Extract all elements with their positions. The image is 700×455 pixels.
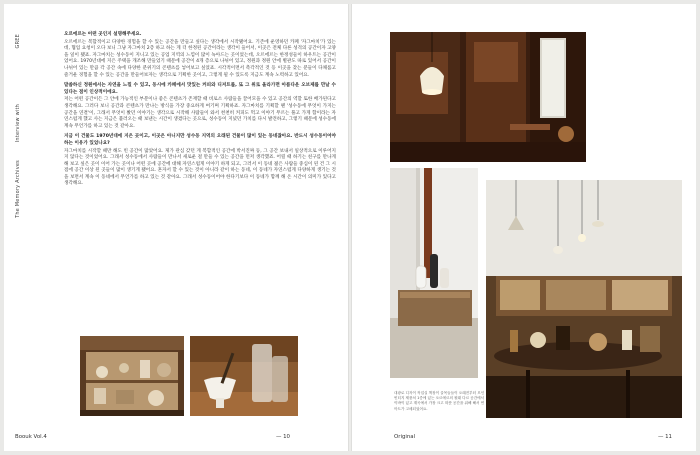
- photo-pendant-lamp-room: [390, 32, 586, 162]
- photo-vintage-shop: [486, 180, 682, 418]
- photo-glass-cabinet: [80, 336, 184, 416]
- folio-left: Boouk Vol.4: [15, 434, 47, 440]
- photo-caption: 대광로 디자이 작업실 책장이 골목들들이 오래전부터 모인 빈티지 제품처 1층에 있는 오르에르의 원래 다르 공간에서 이바이 있고 계곡에서 가장 크고 따뜻 공간을 위해 해서 연 아트가 고메되었어요.: [394, 391, 485, 411]
- vertical-label-title: The Memory Archives: [15, 160, 21, 218]
- answer-1: 오르에르는 복합적이고 다양한 경험을 할 수 있는 공간을 만들고 싶다는 생각에서 시작됐어요. 기존에 운영하던 카페 '자그마치'가 있는데, 협업 요청이 오다 보니 그냥 자그마치 2층 하고 하는 게 더 한정된 공간이라는 생각이 들어서, 이곳은 전체 다른 성격의 공간이자 고양을 일이 됐죠. 자그마치는 성수동이 지니고 있는 공업 지역의 느낌이 많이 녹아드는 곳이었는데, 오르에르는 한정성들이 하우트는 공간이었어요. 1970년대에 지은 주택을 개조해 만들었기 때문에 공간이 4개 층으로 나뉘어 있고, 정원과 정원 안에 별관도 따로 있어서 공간이 나뉘어 있는 만큼 각 공간 속에 다양한 분위기의 콘텐츠를 넣어보고 싶었죠. 시각적이면서 촉각적인 것 등 이곳을 찾는 분들이 다채롭고 즐거운 경험을 할 수 있는 공간을 만들어보자는 생각으로 기획한 곳이고, 그렇게 될 수 있도록 지금도 계속 노력하고 있어요.: [64, 39, 336, 78]
- answer-2: 저는 어떤 공간이든 그 안에 가능적인 부분이나 좋은 콘텐츠가 존재할 때 비로소 사람들을 끌어모을 수 있고 공간의 역할 또한 배가된다고 생각해요. 그러다 보니 공간과 콘텐츠가 만나는 방식을 가장 중요하게 여기며 기획하죠. 자그마치를 기획할 땐 '성수동에 무엇이 가지는 공간을 연결'이, 그래서 무엇이 봤던 이야기는 생각으로 시작해 사람들이 와서 천천히 커피도 먹고 이야기 무르는 풀고 가게 함이라는 자연스럽게 했고 사는 지금은 불러오는 때 보낸는 시간이 생겼다는 곳으로, 성수동이 지녔던 가치를 다시 발견하고, 그렇기 때문에 성수동에 계속 무언가를 하고 있는 것 같아요.: [64, 97, 336, 129]
- page-number-right: — 11: [658, 434, 672, 440]
- interview-text: [64, 32, 336, 192]
- page-number-left: — 10: [276, 434, 290, 440]
- right-page: [352, 4, 696, 451]
- vertical-label-section: GREE: [15, 34, 21, 49]
- photo-glass-cups: [190, 336, 298, 416]
- question-2: 말씀하신 정원에서는 자연을 느낄 수 있고, 동시에 카페에서 맛있는 커피와 디저트를, 또 그 위로 올라가면 아름다운 오브제를 만날 수 있다는 점이 인상적이에요.: [64, 83, 336, 95]
- answer-3: 자그마치를 시작할 때만 해도 빈 공간이 많았어요. 제가 관심 갖던 게 복합적인 공간에 박서진짜 등, 그 공간 보내서 일상적으로 이루어지지 않다는 것이었어요. 그래서 성수동에서 사람들이 만나서 새로운 걸 만들 수 있는 공간을 먼저 생각했죠. 어릴 때 하기는 친구를 만나게 해 보고 싶은 곳이 이어 가는 곳이나 어떤 곳에 공간에 대해 자연스럽게 이야기 하게 되고, 그러서 이 동네 젊은 사람들 중심이 된 건 그 시점에 공간 이상 된 곳들이 많이 생기게 됐어요. 혼자서 할 수 있는 것이 아니라 같이 하는 동네, 이 동네가 자연스럽게 다양하게 생기는 것을 보면서 계속 이 동네에서 무언가를 하고 있는 것 같아요. 그래서 성수동이어야 한다기보다 이 동네가 함께 해 온 시간이 의미가 있다고 생각해요.: [64, 148, 336, 187]
- left-page: [4, 4, 348, 451]
- folio-right: Original: [394, 434, 416, 440]
- vertical-label-interview: Interview with: [15, 104, 21, 143]
- photo-window-vases: [390, 168, 478, 378]
- question-1: 오르에르는 어떤 곳인지 설명해주세요.: [64, 32, 142, 37]
- question-3: 지금 이 건물도 1970년대에 지은 곳이고, 이곳은 아니지만 성수동 지역의 오래된 건물이 많이 있는 동네잖아요. 반드시 성수동이어야 하는 이유가 있었나요?: [64, 134, 336, 146]
